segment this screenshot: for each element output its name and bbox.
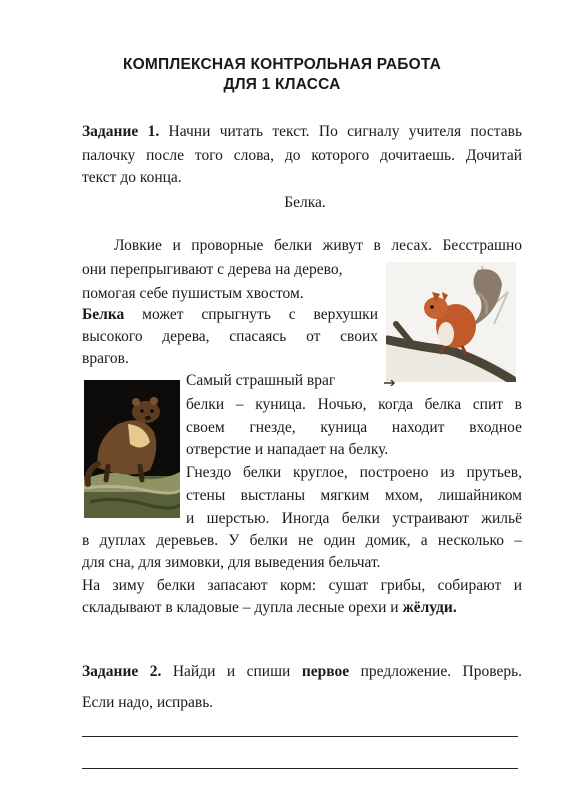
story-p3-line2: стены выстланы мягким мхом, лишайником (186, 487, 522, 504)
story-p1-line6: врагов. (82, 350, 129, 367)
story-p2-line2: белки – куница. Ночью, когда белка спит в (186, 396, 522, 413)
story-p3-line5: для сна, для зимовки, для выведения бельчат. (82, 554, 381, 571)
answer-line-2[interactable] (82, 768, 518, 769)
task2-label: Задание 2. (82, 663, 162, 680)
acorns-word-bold: жёлуди. (402, 599, 457, 616)
small-mark-icon (384, 380, 396, 386)
page-title-line2: ДЛЯ 1 КЛАССА (223, 76, 341, 93)
story-heading: Белка. (284, 194, 326, 211)
story-p1-line4 (82, 305, 378, 325)
story-p2-line4: отверстие и нападает на белку. (186, 441, 389, 458)
story-p1-line3: помогая себе пушистым хвостом. (82, 285, 304, 302)
marten-photo (84, 380, 180, 518)
task1-label: Задание 1. (82, 123, 160, 140)
story-p3-line1: Гнездо белки круглое, построено из прутьев, (186, 464, 522, 481)
story-p2-line1: Самый страшный враг (186, 372, 336, 389)
story-p3-line3: и шерстью. Иногда белки устраивают жильё (186, 510, 522, 527)
answer-line-1[interactable] (82, 736, 518, 737)
story-p4-line2 (82, 598, 457, 618)
task1-line2: палочку после того слова, до которого дочитаешь. Дочитай (82, 147, 522, 164)
task1-text-line1: Начни читать текст. По сигналу учителя поставь (168, 123, 523, 140)
task1-line1 (82, 122, 522, 142)
story-p1-line5: высокого дерева, спасаясь от своих (82, 328, 378, 345)
story-p1-line2: они перепрыгивают с дерева на дерево, (82, 261, 343, 278)
story-p4-line2-start: складывают в кладовые – дупла лесные орехи и (82, 599, 399, 616)
squirrel-photo (386, 262, 516, 382)
task2-line2: Если надо, исправь. (82, 694, 214, 711)
task2-text-start: Найди и спиши (172, 663, 291, 680)
story-p3-line4: в дуплах деревьев. У белки не один домик, а несколько – (82, 532, 522, 549)
story-p4-line1: На зиму белки запасают корм: сушат грибы, собирают и (82, 577, 522, 594)
squirrel-word-bold: Белка (82, 306, 125, 323)
page-title-line1: КОМПЛЕКСНАЯ КОНТРОЛЬНАЯ РАБОТА (123, 56, 441, 73)
task2-text-end: предложение. Проверь. (360, 663, 523, 680)
task2-line1 (82, 662, 522, 682)
story-p1-line4-rest: может спрыгнуть с верхушки (142, 306, 379, 323)
task1-line3: текст до конца. (82, 169, 182, 186)
story-p1-line1: Ловкие и проворные белки живут в лесах. Бесстрашно (114, 237, 522, 254)
first-word-bold: первое (301, 663, 350, 680)
story-p2-line3: своем гнезде, куница находит входное (186, 419, 522, 436)
